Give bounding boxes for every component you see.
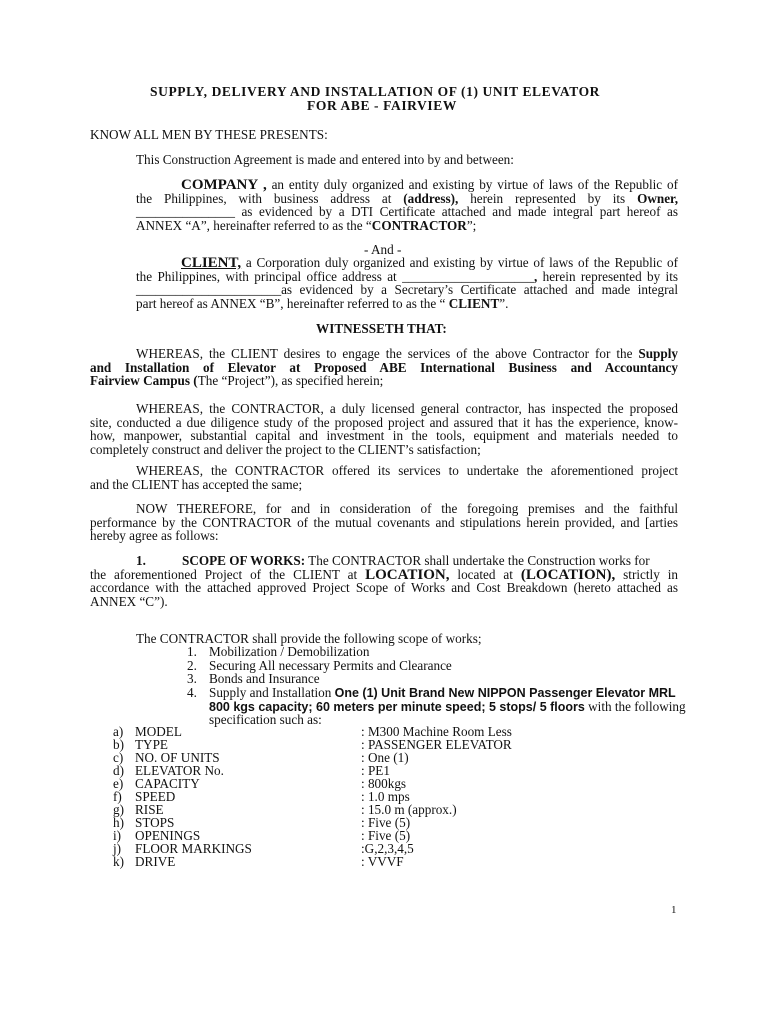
spec-value: : PASSENGER ELEVATOR <box>361 737 512 752</box>
scope-of-works-section <box>90 554 678 608</box>
whereas-3-paragraph <box>90 464 678 491</box>
whereas-1-project: The “Project”), as specified herein; <box>197 373 384 388</box>
spec-letter: j) <box>113 841 122 856</box>
spec-value: :G,2,3,4,5 <box>361 841 414 856</box>
spec-letter: h) <box>113 815 124 830</box>
elevator-capacity-speed: 800 kgs capacity; 60 meters per minute speed; 5 stops/ 5 floors <box>209 699 585 714</box>
item4-line3: specification such as: <box>209 712 322 727</box>
spec-label: OPENINGS <box>135 828 201 843</box>
spec-value: : One (1) <box>361 750 409 765</box>
list-item-number: 4. <box>187 685 197 700</box>
client-line4a: part hereof as ANNEX “B”, hereinafter referred to as the “ <box>136 295 449 311</box>
client-line4c: ”. <box>499 295 509 311</box>
spec-letter: f) <box>113 789 122 804</box>
company-line4c: ”; <box>466 217 477 233</box>
list-item-number: 2. <box>187 657 197 673</box>
spec-value: : Five (5) <box>361 828 411 843</box>
scope-location-2: (LOCATION), <box>520 566 616 583</box>
scope-line3: accordance with the attached approved Project Scope of Works and Cost Breakdown (hereto attached as <box>90 580 678 595</box>
list-item: Mobilization / Demobilization <box>209 644 370 659</box>
spec-label: TYPE <box>135 737 168 752</box>
spec-letter: c) <box>113 750 124 765</box>
intro-paragraph: This Construction Agreement is made and entered into by and between: <box>136 152 514 167</box>
scope-line2a: the aforementioned Project of the CLIENT at <box>90 566 366 582</box>
provide-intro: The CONTRACTOR shall provide the following scope of works; <box>136 631 482 646</box>
spec-value: : 1.0 mps <box>361 789 410 804</box>
client-line2a: the Philippines, with principal office address at ____________________ <box>136 268 534 284</box>
spec-label: CAPACITY <box>135 776 200 791</box>
spec-letter: a) <box>113 724 124 739</box>
list-item-number: 3. <box>187 671 197 686</box>
scope-line2c: located at <box>449 566 521 582</box>
company-owner: Owner, <box>637 190 678 206</box>
whereas-2-line1: WHEREAS, the CONTRACTOR, a duly licensed general contractor, has inspected the proposed <box>136 401 678 416</box>
item4-line2b: with the following <box>584 698 686 714</box>
elevator-unit-description: One (1) Unit Brand New NIPPON Passenger Elevator MRL <box>334 686 676 700</box>
scope-item-4 <box>187 686 686 727</box>
scope-line1: The CONTRACTOR shall undertake the Construction works for <box>305 553 650 568</box>
list-item: Bonds and Insurance <box>209 671 320 686</box>
whereas-2-line3: how, manpower, substantial capital and investment in the tools, equipment and materials needed to <box>90 428 678 443</box>
document-title-line1: SUPPLY, DELIVERY AND INSTALLATION OF (1) UNIT ELEVATOR <box>150 84 601 99</box>
now-therefore-paragraph <box>90 502 678 543</box>
spec-letter: g) <box>113 802 124 817</box>
know-all-heading: KNOW ALL MEN BY THESE PRESENTS: <box>90 127 328 142</box>
scope-heading: SCOPE OF WORKS: <box>182 553 306 568</box>
whereas-2-line4: completely construct and deliver the project to the CLIENT’s satisfaction; <box>90 441 481 457</box>
spec-label: NO. OF UNITS <box>135 750 220 765</box>
client-line2b: , <box>533 268 538 284</box>
whereas-1-paragraph <box>90 347 678 388</box>
spec-letter: b) <box>113 737 124 752</box>
scope-location: LOCATION, <box>365 566 450 583</box>
client-line3: ______________________as evidenced by a Secretary’s Certificate attached and made integral <box>136 282 678 297</box>
company-paragraph <box>136 178 678 232</box>
spec-row <box>113 790 573 803</box>
scope-number: 1. <box>136 553 146 568</box>
whereas-1-line2: and Installation of Elevator at Proposed ABE International Business and Accountancy <box>90 359 678 375</box>
spec-label: FLOOR MARKINGS <box>135 841 252 856</box>
spec-row <box>113 803 573 816</box>
now-therefore-line3: hereby agree as follows: <box>90 528 219 543</box>
spec-value: : 800kgs <box>361 776 407 791</box>
document-title-line2: FOR ABE - FAIRVIEW <box>307 98 457 113</box>
company-address: (address), <box>403 190 459 206</box>
spec-label: STOPS <box>135 815 175 830</box>
spec-label: RISE <box>135 802 164 817</box>
scope-line2e: strictly in <box>615 566 679 582</box>
whereas-1-line1: WHEREAS, the CLIENT desires to engage the services of the above Contractor for the <box>136 346 639 361</box>
spec-row <box>113 777 573 790</box>
client-name: CLIENT, <box>181 255 242 271</box>
whereas-1-campus: Fairview Campus ( <box>90 373 198 388</box>
spec-letter: k) <box>113 854 124 869</box>
spec-label: ELEVATOR No. <box>135 763 224 778</box>
company-name: COMPANY , <box>181 177 267 193</box>
spec-value: : PE1 <box>361 763 390 778</box>
spec-letter: d) <box>113 763 124 778</box>
spec-value: : 15.0 m (approx.) <box>361 802 457 817</box>
whereas-1-supply: Supply <box>638 346 678 361</box>
spec-label: DRIVE <box>135 854 176 869</box>
scope-list <box>187 645 452 686</box>
spec-value: : M300 Machine Room Less <box>361 724 512 739</box>
list-item-number: 1. <box>187 644 197 659</box>
spec-value: : Five (5) <box>361 815 411 830</box>
whereas-3-line1: WHEREAS, the CONTRACTOR offered its services to undertake the aforementioned project <box>136 463 678 478</box>
client-paragraph <box>136 256 678 310</box>
company-line3: _______________ as evidenced by a DTI Certificate attached and made integral part hereof as <box>136 204 678 219</box>
company-line1: an entity duly organized and existing by virtue of laws of the Republic of <box>266 177 678 192</box>
spec-letter: i) <box>113 828 122 843</box>
whereas-2-paragraph <box>90 402 678 456</box>
witnesseth-heading: WITNESSETH THAT: <box>316 321 447 336</box>
and-separator: - And - <box>364 242 402 257</box>
item4-line1a: Supply and Installation <box>209 685 335 700</box>
spec-row <box>113 842 573 855</box>
client-line2c: herein represented by its <box>537 268 679 284</box>
company-line2a: the Philippines, with business address at <box>136 190 404 206</box>
scope-line4: ANNEX “C”). <box>90 593 168 609</box>
client-line1: a Corporation duly organized and existing by virtue of laws of the Republic of <box>241 255 678 270</box>
client-label: CLIENT <box>448 295 500 311</box>
page-number: 1 <box>671 904 677 916</box>
now-therefore-line2: performance by the CONTRACTOR of the mutual covenants and stipulations herein provided, and [arties <box>90 514 678 530</box>
list-item: Securing All necessary Permits and Clearance <box>209 657 452 673</box>
spec-letter: e) <box>113 776 124 791</box>
now-therefore-line1: NOW THEREFORE, for and in consideration of the foregoing premises and the faithful <box>136 501 678 516</box>
company-line2c: herein represented by its <box>458 190 638 206</box>
spec-label: SPEED <box>135 789 176 804</box>
spec-row <box>113 855 573 868</box>
spec-label: MODEL <box>135 724 182 739</box>
whereas-2-line2: site, conducted a due diligence study of the proposed project and assured that it has the experience, know- <box>90 414 678 430</box>
whereas-3-line2: and the CLIENT has accepted the same; <box>90 476 303 492</box>
spec-value: : VVVF <box>361 854 404 869</box>
company-line4a: ANNEX “A”, hereinafter referred to as the “ <box>136 217 372 233</box>
contractor-label: CONTRACTOR <box>371 217 467 233</box>
